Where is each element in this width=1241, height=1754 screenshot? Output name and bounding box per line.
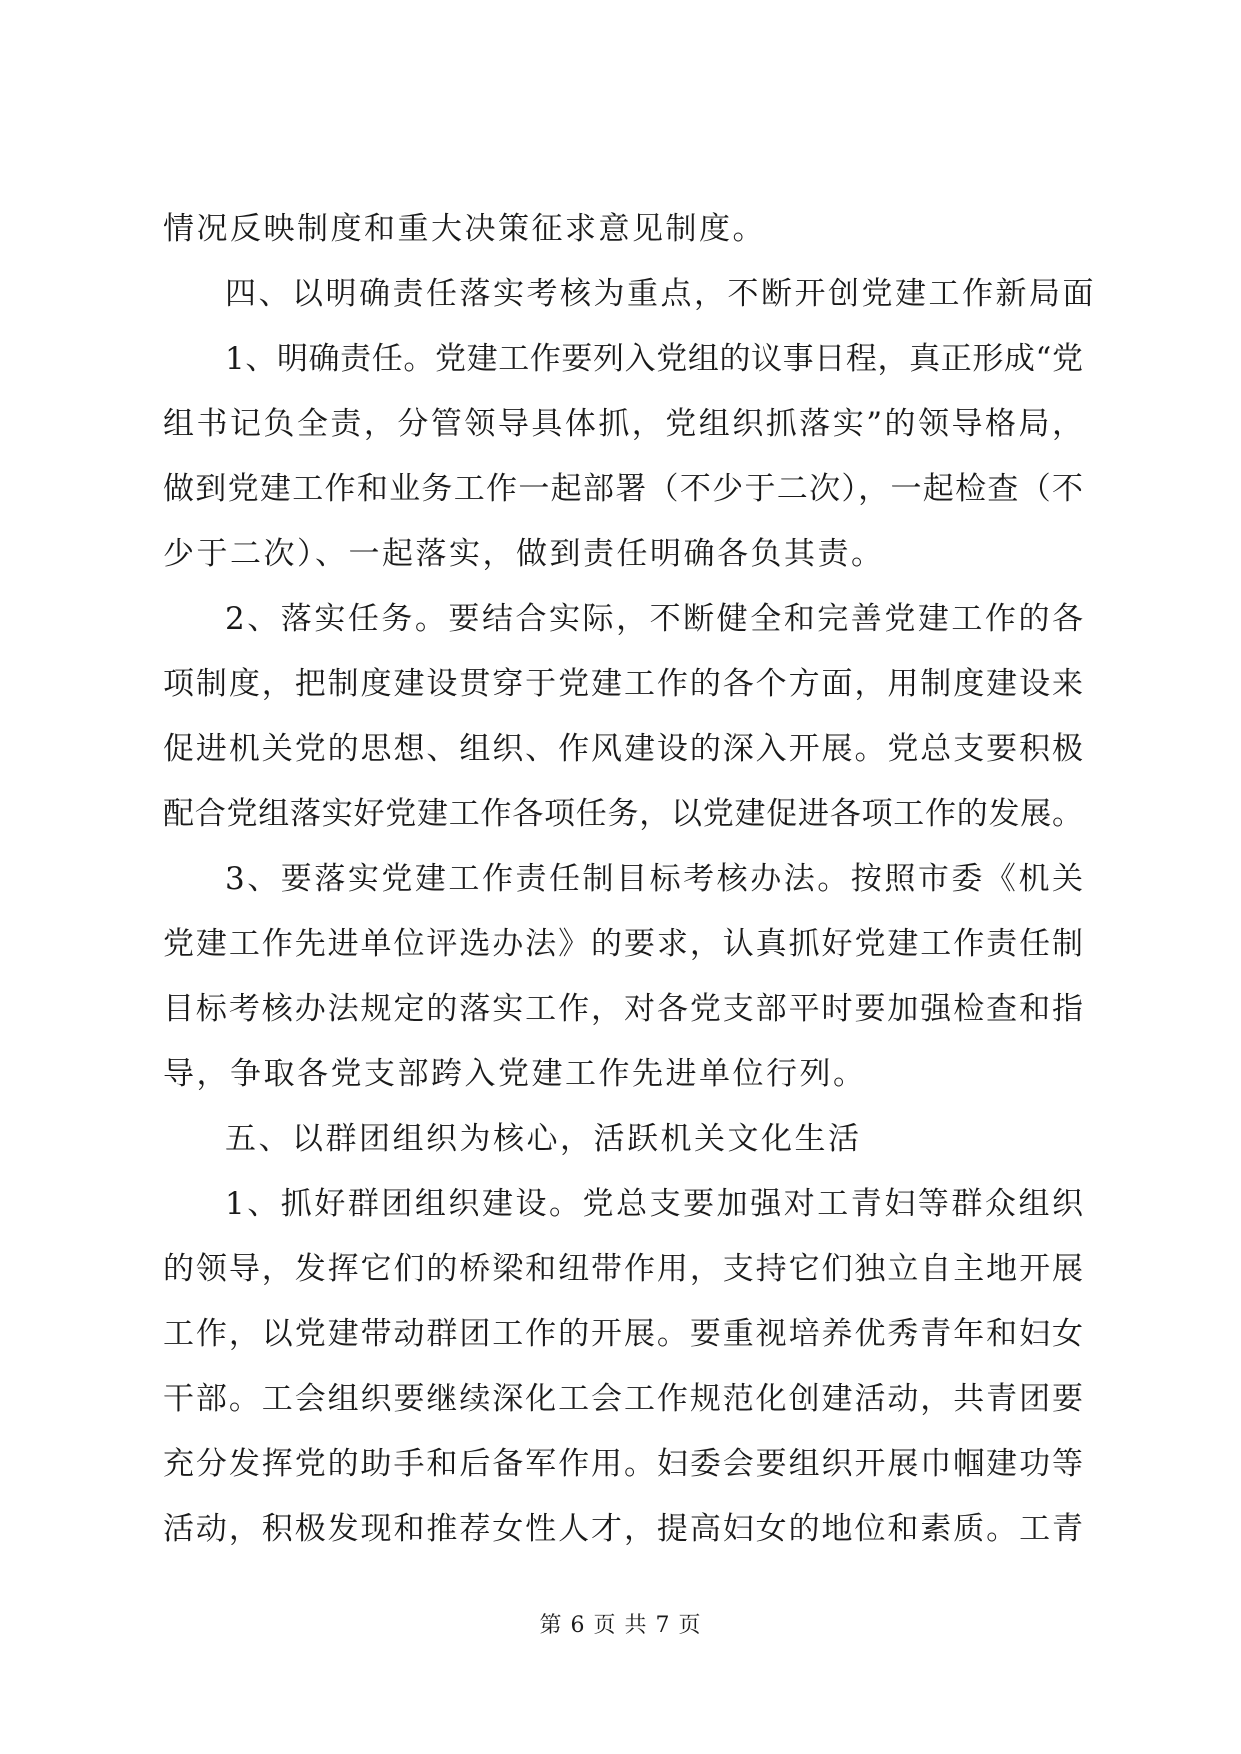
text-line: 情况反映制度和重大决策征求意见制度。 (163, 211, 766, 247)
text-line: 干部。工会组织要继续深化工会工作规范化创建活动，共青团要 (163, 1381, 1083, 1417)
text-line: 促进机关党的思想、组织、作风建设的深入开展。党总支要积极 (163, 731, 1083, 767)
text-line: 做到党建工作和业务工作一起部署（不少于二次），一起检查（不 (163, 471, 1083, 507)
text-line: 2、落实任务。要结合实际，不断健全和完善党建工作的各 (225, 601, 1083, 637)
text-line: 项制度，把制度建设贯穿于党建工作的各个方面，用制度建设来 (163, 666, 1083, 702)
section-heading: 四、以明确责任落实考核为重点，不断开创党建工作新局面 (225, 276, 1096, 312)
text-line: 1、明确责任。党建工作要列入党组的议事日程，真正形成“党 (225, 341, 1083, 377)
text-line: 少于二次）、一起落实，做到责任明确各负其责。 (163, 536, 885, 572)
text-line: 组书记负全责，分管领导具体抓，党组织抓落实”的领导格局， (163, 406, 1083, 442)
text-line: 3、要落实党建工作责任制目标考核办法。按照市委《机关 (225, 861, 1083, 897)
text-line: 活动，积极发现和推荐女性人才，提高妇女的地位和素质。工青 (163, 1511, 1083, 1547)
text-line: 配合党组落实好党建工作各项任务，以党建促进各项工作的发展。 (163, 796, 1083, 832)
document-body (163, 197, 1096, 1562)
text-line: 1、抓好群团组织建设。党总支要加强对工青妇等群众组织 (225, 1186, 1083, 1222)
page-number-footer: 第 6 页 共 7 页 (539, 1613, 702, 1638)
section-heading: 五、以群团组织为核心，活跃机关文化生活 (225, 1121, 862, 1157)
text-line: 的领导，发挥它们的桥梁和纽带作用，支持它们独立自主地开展 (163, 1251, 1083, 1287)
text-line: 目标考核办法规定的落实工作，对各党支部平时要加强检查和指 (163, 991, 1083, 1027)
text-line: 充分发挥党的助手和后备军作用。妇委会要组织开展巾帼建功等 (163, 1446, 1083, 1482)
text-line: 党建工作先进单位评选办法》的要求，认真抓好党建工作责任制 (163, 926, 1083, 962)
text-line: 工作，以党建带动群团工作的开展。要重视培养优秀青年和妇女 (163, 1316, 1083, 1352)
text-line: 导，争取各党支部跨入党建工作先进单位行列。 (163, 1056, 867, 1092)
